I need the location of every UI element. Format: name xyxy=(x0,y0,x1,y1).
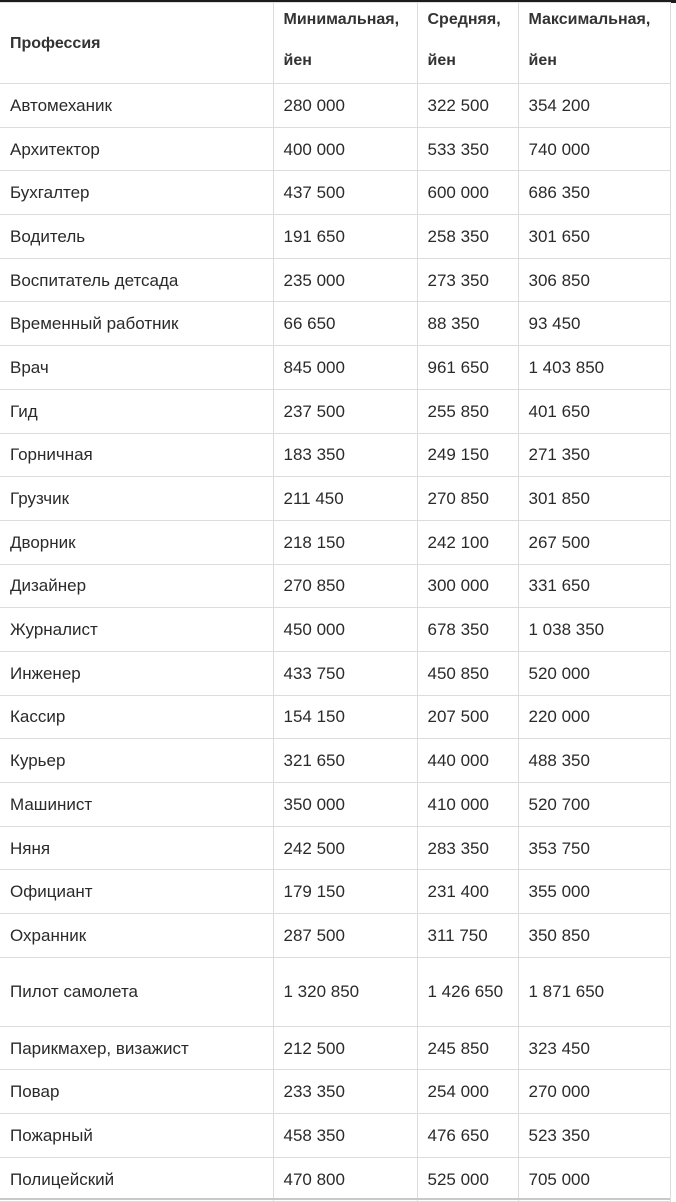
header-minimum xyxy=(273,3,417,84)
cell-profession: Воспитатель детсада xyxy=(0,258,273,302)
cell-maximum: 1 038 350 xyxy=(518,608,670,652)
cell-average: 258 350 xyxy=(417,215,518,259)
cell-profession: Горничная xyxy=(0,433,273,477)
cell-maximum: 355 000 xyxy=(518,870,670,914)
cell-profession: Журналист xyxy=(0,608,273,652)
cell-profession: Гид xyxy=(0,389,273,433)
cell-minimum: 287 500 xyxy=(273,914,417,958)
cell-profession: Полицейский xyxy=(0,1157,273,1201)
cell-maximum: 1 403 850 xyxy=(518,346,670,390)
cell-maximum: 354 200 xyxy=(518,84,670,128)
cell-maximum: 301 850 xyxy=(518,477,670,521)
cell-average: 273 350 xyxy=(417,258,518,302)
cell-minimum: 242 500 xyxy=(273,826,417,870)
table-row xyxy=(0,783,670,827)
cell-maximum: 93 450 xyxy=(518,302,670,346)
table-row xyxy=(0,1026,670,1070)
cell-profession: Охранник xyxy=(0,914,273,958)
table-header xyxy=(0,3,670,84)
cell-average: 300 000 xyxy=(417,564,518,608)
cell-profession: Официант xyxy=(0,870,273,914)
cell-profession: Архитектор xyxy=(0,127,273,171)
cell-maximum: 488 350 xyxy=(518,739,670,783)
cell-maximum: 323 450 xyxy=(518,1026,670,1070)
table-row xyxy=(0,739,670,783)
table-row xyxy=(0,695,670,739)
cell-profession: Бухгалтер xyxy=(0,171,273,215)
table-row xyxy=(0,84,670,128)
cell-profession: Временный работник xyxy=(0,302,273,346)
cell-minimum: 458 350 xyxy=(273,1114,417,1158)
cell-average: 410 000 xyxy=(417,783,518,827)
table-row xyxy=(0,258,670,302)
cell-minimum: 237 500 xyxy=(273,389,417,433)
cell-minimum: 191 650 xyxy=(273,215,417,259)
cell-profession: Машинист xyxy=(0,783,273,827)
cell-profession: Инженер xyxy=(0,651,273,695)
table-row xyxy=(0,1114,670,1158)
cell-minimum: 235 000 xyxy=(273,258,417,302)
cell-maximum: 270 000 xyxy=(518,1070,670,1114)
cell-maximum: 1 871 650 xyxy=(518,957,670,1026)
cell-maximum: 350 850 xyxy=(518,914,670,958)
header-maximum-line1: Максимальная, xyxy=(528,11,651,28)
cell-average: 255 850 xyxy=(417,389,518,433)
table-row xyxy=(0,433,670,477)
header-average-line1: Средняя, xyxy=(427,11,501,28)
table-row xyxy=(0,564,670,608)
cell-minimum: 1 320 850 xyxy=(273,957,417,1026)
cell-maximum: 520 700 xyxy=(518,783,670,827)
cell-profession: Пилот самолета xyxy=(0,957,273,1026)
cell-profession: Автомеханик xyxy=(0,84,273,128)
table-row xyxy=(0,826,670,870)
table-row xyxy=(0,957,670,1026)
cell-minimum: 179 150 xyxy=(273,870,417,914)
table-row xyxy=(0,870,670,914)
cell-average: 311 750 xyxy=(417,914,518,958)
header-profession xyxy=(0,3,273,84)
cell-minimum: 218 150 xyxy=(273,520,417,564)
cell-average: 450 850 xyxy=(417,651,518,695)
cell-average: 476 650 xyxy=(417,1114,518,1158)
cell-profession: Грузчик xyxy=(0,477,273,521)
cell-profession: Дворник xyxy=(0,520,273,564)
header-minimum-line2: йен xyxy=(283,52,312,69)
cell-minimum: 845 000 xyxy=(273,346,417,390)
table-row xyxy=(0,651,670,695)
cell-profession: Дизайнер xyxy=(0,564,273,608)
cell-maximum: 267 500 xyxy=(518,520,670,564)
cell-average: 88 350 xyxy=(417,302,518,346)
cell-profession: Парикмахер, визажист xyxy=(0,1026,273,1070)
cell-minimum: 183 350 xyxy=(273,433,417,477)
cell-minimum: 212 500 xyxy=(273,1026,417,1070)
cell-maximum: 520 000 xyxy=(518,651,670,695)
table-row xyxy=(0,1157,670,1201)
cell-profession: Няня xyxy=(0,826,273,870)
cell-minimum: 280 000 xyxy=(273,84,417,128)
cell-average: 525 000 xyxy=(417,1157,518,1201)
table-row xyxy=(0,127,670,171)
cell-minimum: 233 350 xyxy=(273,1070,417,1114)
cell-maximum: 740 000 xyxy=(518,127,670,171)
cell-average: 440 000 xyxy=(417,739,518,783)
cell-average: 242 100 xyxy=(417,520,518,564)
cell-minimum: 154 150 xyxy=(273,695,417,739)
table-row xyxy=(0,914,670,958)
cell-maximum: 353 750 xyxy=(518,826,670,870)
header-average-line2: йен xyxy=(427,52,456,69)
cell-minimum: 437 500 xyxy=(273,171,417,215)
cell-maximum: 686 350 xyxy=(518,171,670,215)
cell-minimum: 211 450 xyxy=(273,477,417,521)
header-average xyxy=(417,3,518,84)
cell-profession: Курьер xyxy=(0,739,273,783)
table-body xyxy=(0,84,670,1202)
cell-average: 961 650 xyxy=(417,346,518,390)
cell-minimum: 350 000 xyxy=(273,783,417,827)
cell-minimum: 66 650 xyxy=(273,302,417,346)
cell-profession: Водитель xyxy=(0,215,273,259)
cell-minimum: 470 800 xyxy=(273,1157,417,1201)
header-maximum-line2: йен xyxy=(528,52,557,69)
cell-average: 270 850 xyxy=(417,477,518,521)
cell-profession: Врач xyxy=(0,346,273,390)
cell-maximum: 331 650 xyxy=(518,564,670,608)
cell-minimum: 321 650 xyxy=(273,739,417,783)
cell-average: 249 150 xyxy=(417,433,518,477)
cell-average: 254 000 xyxy=(417,1070,518,1114)
table-row xyxy=(0,302,670,346)
cell-average: 600 000 xyxy=(417,171,518,215)
cell-average: 322 500 xyxy=(417,84,518,128)
cell-average: 207 500 xyxy=(417,695,518,739)
cell-average: 678 350 xyxy=(417,608,518,652)
cell-minimum: 270 850 xyxy=(273,564,417,608)
cell-average: 1 426 650 xyxy=(417,957,518,1026)
table-row xyxy=(0,608,670,652)
cell-maximum: 271 350 xyxy=(518,433,670,477)
cell-minimum: 400 000 xyxy=(273,127,417,171)
table-row xyxy=(0,389,670,433)
cell-profession: Пожарный xyxy=(0,1114,273,1158)
cell-average: 231 400 xyxy=(417,870,518,914)
table-row xyxy=(0,477,670,521)
table-row xyxy=(0,520,670,564)
table-row xyxy=(0,1070,670,1114)
cell-maximum: 220 000 xyxy=(518,695,670,739)
salary-table xyxy=(0,2,671,1202)
cell-profession: Кассир xyxy=(0,695,273,739)
cell-minimum: 433 750 xyxy=(273,651,417,695)
header-row xyxy=(0,3,670,84)
header-profession-label: Профессия xyxy=(10,34,101,52)
cell-average: 245 850 xyxy=(417,1026,518,1070)
table-row xyxy=(0,215,670,259)
cell-average: 533 350 xyxy=(417,127,518,171)
cell-maximum: 401 650 xyxy=(518,389,670,433)
cell-maximum: 301 650 xyxy=(518,215,670,259)
cell-maximum: 705 000 xyxy=(518,1157,670,1201)
cell-profession: Повар xyxy=(0,1070,273,1114)
cell-average: 283 350 xyxy=(417,826,518,870)
cell-maximum: 306 850 xyxy=(518,258,670,302)
header-minimum-line1: Минимальная, xyxy=(283,11,400,28)
header-maximum xyxy=(518,3,670,84)
table-row xyxy=(0,171,670,215)
table-row xyxy=(0,346,670,390)
cell-maximum: 523 350 xyxy=(518,1114,670,1158)
cell-minimum: 450 000 xyxy=(273,608,417,652)
